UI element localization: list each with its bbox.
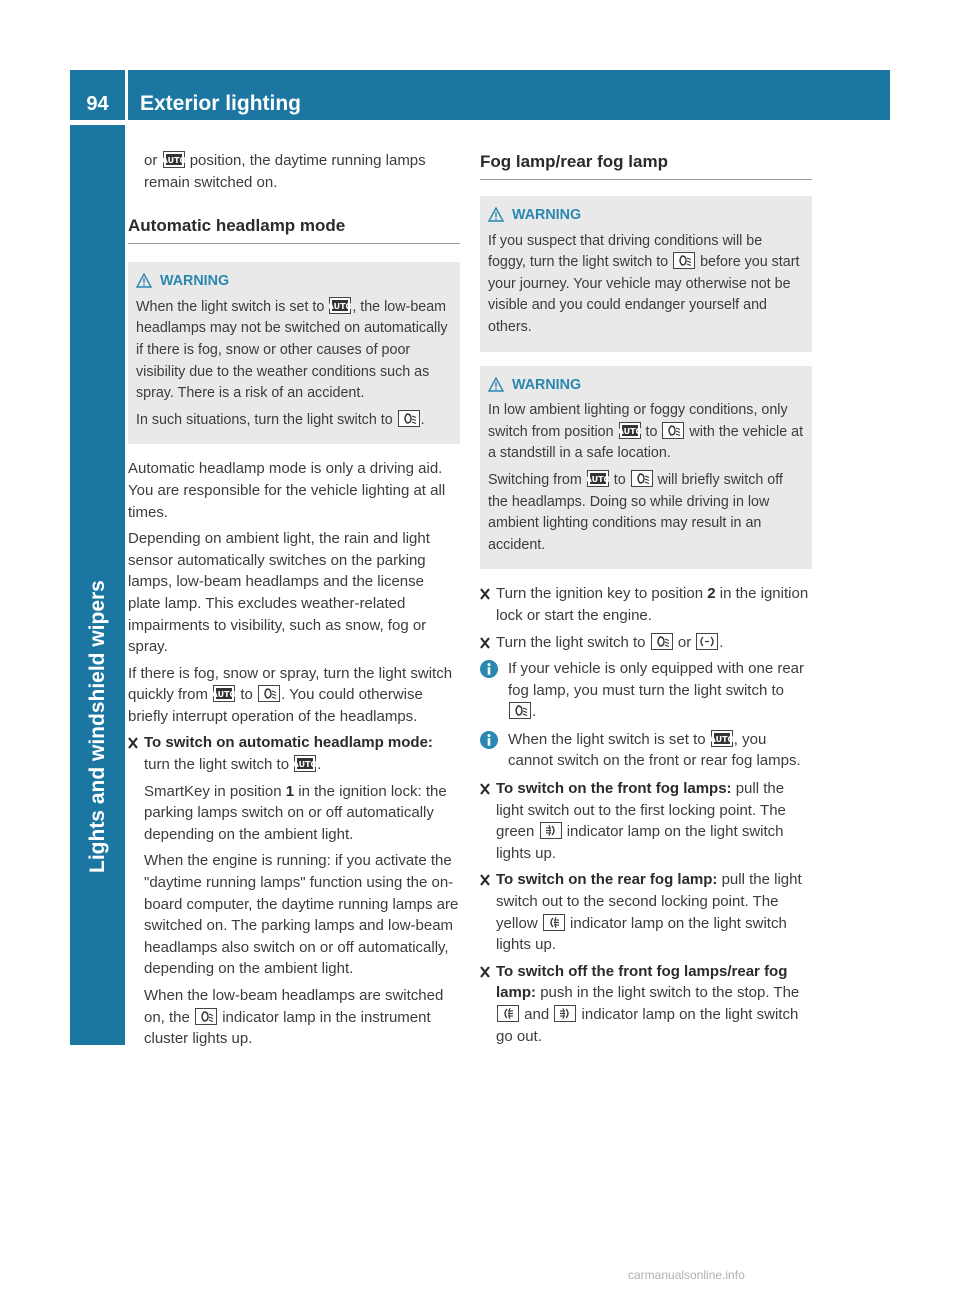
low-beam-icon (631, 470, 653, 487)
watermark: carmanualsonline.info (628, 1268, 745, 1282)
left-column (128, 150, 460, 1055)
step-marker-icon (128, 737, 138, 749)
info-icon (480, 660, 498, 678)
low-beam-icon (662, 422, 684, 439)
warning-box (480, 196, 812, 352)
step-marker-icon (480, 783, 490, 795)
warning-title: WARNING (488, 375, 804, 397)
auto-switch-icon (711, 730, 733, 747)
instruction-step: To switch off the front fog lamps/rear fog lamp: push in the light switch to the stop. The and indicator lamp on the light switch go out. (480, 961, 812, 1047)
warning-triangle-icon (488, 207, 504, 222)
warning-box (128, 262, 460, 444)
warning-triangle-icon (136, 273, 152, 288)
step-detail: When the engine is running: if you activate the "daytime running lamps" function using the on-board computer, the daytime running lamps are switched on. The parking lamps and low-beam headlamps also switch on or off automatically, depending on the ambient light. (144, 852, 459, 978)
step-marker-icon (480, 637, 490, 649)
step-marker-icon (480, 588, 490, 600)
section-tab-label: Lights and windshield wipers (86, 580, 109, 873)
rear-fog-lamp-icon (497, 1005, 519, 1022)
warning-title: WARNING (488, 205, 804, 227)
front-fog-lamp-icon (554, 1005, 576, 1022)
low-beam-icon (398, 410, 420, 427)
body-paragraph: Depending on ambient light, the rain and light sensor automatically switches on the parking lamps, low-beam headlamps and the license plate lamp. This excludes weather-related impairments to visibility, such as snow, fog or spray. (128, 530, 430, 656)
info-note: If your vehicle is only equipped with one rear fog lamp, you must turn the light switch to . (480, 658, 812, 723)
warning-text: In low ambient lighting or foggy conditions, only switch from position to with the vehicle at a standstill in a safe location. (488, 402, 804, 462)
auto-switch-icon (587, 470, 609, 487)
auto-switch-icon (619, 422, 641, 439)
body-paragraph: Automatic headlamp mode is only a driving aid. You are responsible for the vehicle lighting at all times. (128, 460, 446, 521)
info-icon (480, 731, 498, 749)
body-paragraph: If there is fog, snow or spray, turn the light switch quickly from to . You could otherwise briefly interrupt operation of the headlamps. (128, 664, 453, 725)
auto-switch-icon (294, 755, 316, 772)
intro-paragraph: or position, the daytime running lamps remain switched on. (144, 152, 426, 191)
page-header (70, 70, 890, 120)
warning-triangle-icon (488, 377, 504, 392)
section-tab (70, 125, 125, 1045)
section-heading: Fog lamp/rear fog lamp (480, 150, 812, 180)
warning-text: If you suspect that driving conditions will be foggy, turn the light switch to before you start your journey. Your vehicle may otherwise not be visible and you could endanger yourself and others. (488, 232, 800, 335)
step-marker-icon (480, 966, 490, 978)
warning-title: WARNING (136, 271, 452, 293)
instruction-step: To switch on the rear fog lamp: pull the light switch out to the second locking point. The yellow indicator lamp on the light switch lights up. (480, 869, 812, 955)
page-number: 94 (86, 93, 109, 115)
header-divider (125, 70, 128, 120)
step-detail: SmartKey in position 1 in the ignition lock: the parking lamps switch on or off automatically depending on the ambient light. (144, 782, 447, 843)
front-fog-lamp-icon (540, 822, 562, 839)
rear-fog-lamp-icon (543, 914, 565, 931)
low-beam-indicator-icon (195, 1008, 217, 1025)
right-column (480, 150, 812, 1052)
info-note: When the light switch is set to , you cannot switch on the front or rear fog lamps. (480, 729, 812, 772)
instruction-step: Turn the light switch to or . (480, 632, 812, 654)
step-marker-icon (480, 874, 490, 886)
low-beam-icon (509, 702, 531, 719)
low-beam-icon (258, 685, 280, 702)
warning-text: In such situations, turn the light switch to . (136, 411, 425, 428)
auto-switch-icon (163, 151, 185, 168)
warning-box (480, 366, 812, 570)
instruction-step: Turn the ignition key to position 2 in the ignition lock or start the engine. (480, 583, 812, 626)
section-heading: Automatic headlamp mode (128, 214, 460, 244)
low-beam-icon (651, 633, 673, 650)
step-detail: When the low-beam headlamps are switched on, the indicator lamp in the instrument cluster lights up. (144, 987, 444, 1048)
instruction-step: To switch on the front fog lamps: pull the light switch out to the first locking point. The green indicator lamp on the light switch lights up. (480, 778, 812, 864)
warning-text: Switching from to will briefly switch off the headlamps. Doing so while driving in low ambient lighting conditions may result in an accident. (488, 471, 783, 553)
page-title: Exterior lighting (140, 92, 302, 115)
auto-switch-icon (329, 297, 351, 314)
auto-switch-icon (213, 685, 235, 702)
parking-lamp-icon (696, 633, 718, 650)
warning-text: When the light switch is set to , the low-beam headlamps may not be switched on automatically if there is fog, snow or other causes of poor visibility due to the weather conditions such as spray. There is a risk of an accident. (136, 298, 448, 402)
instruction-step: To switch on automatic headlamp mode: turn the light switch to . (128, 732, 460, 775)
low-beam-icon (673, 252, 695, 269)
